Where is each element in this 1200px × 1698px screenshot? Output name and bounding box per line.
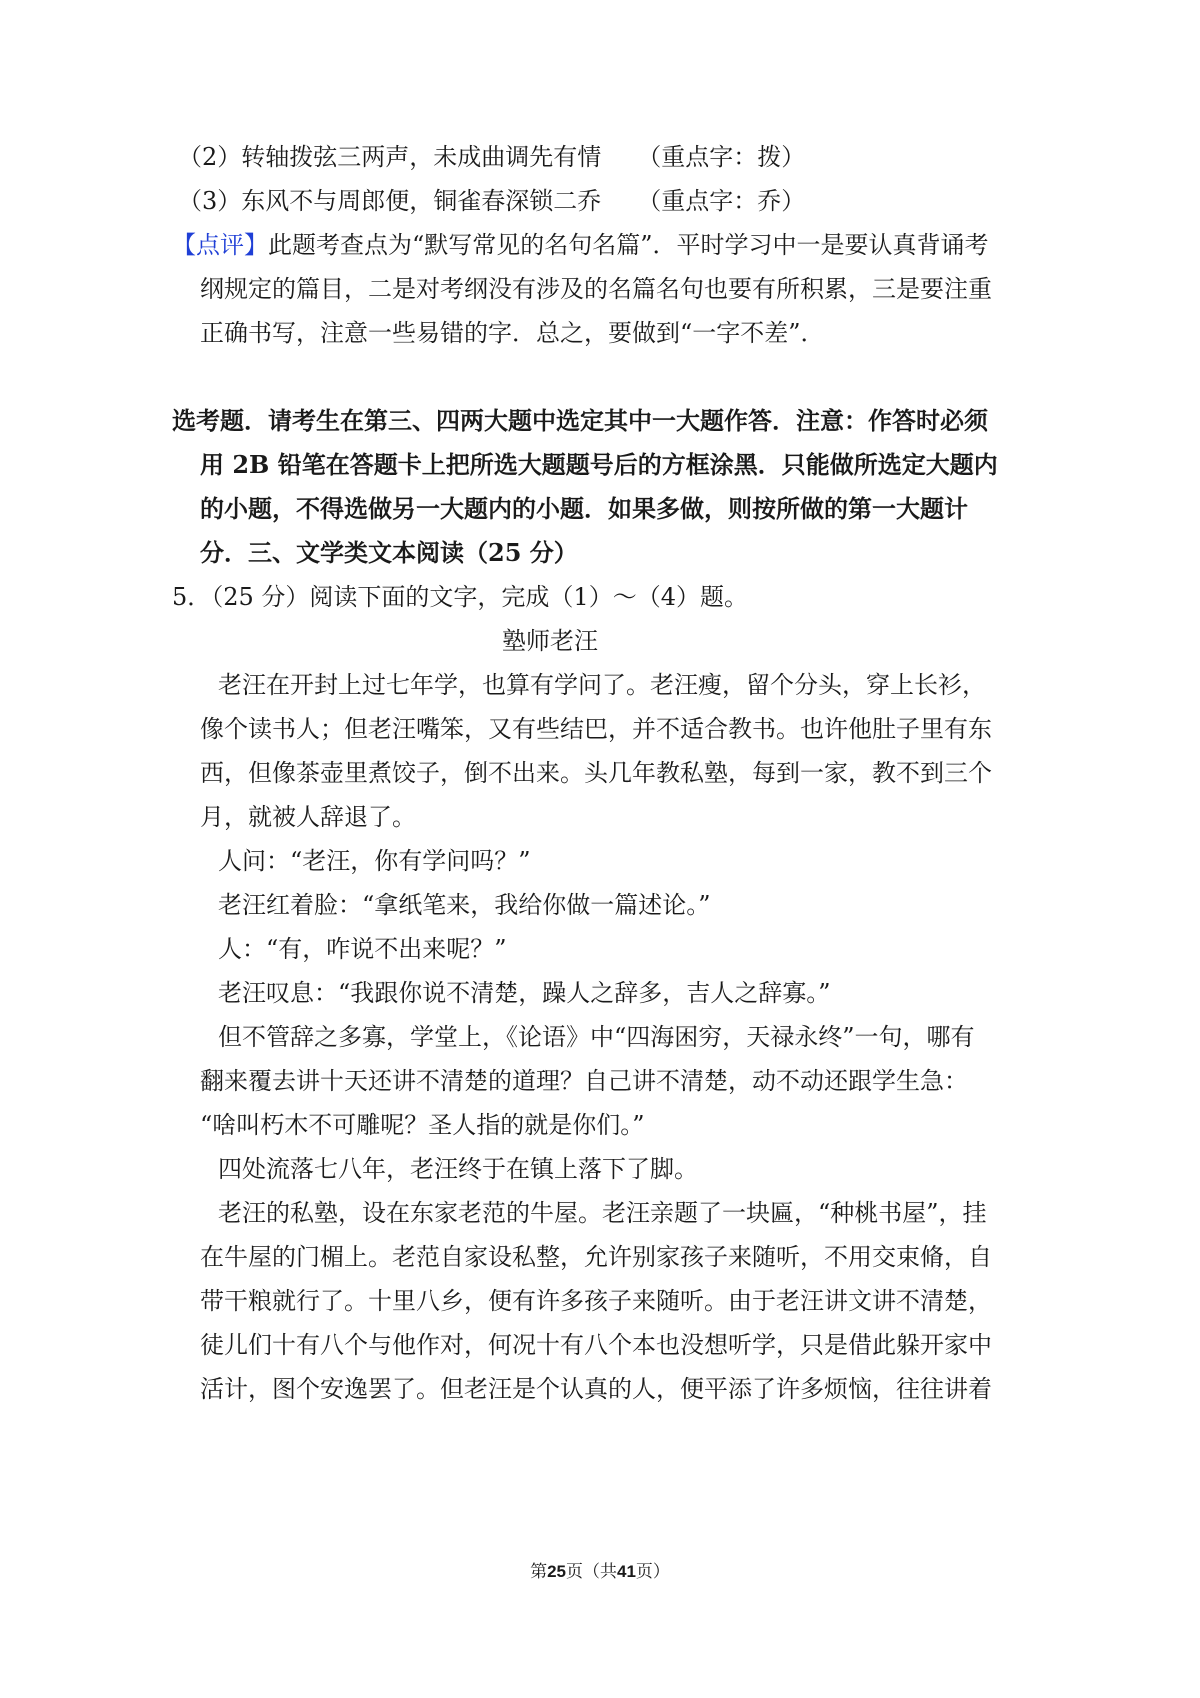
instruction-line-1: 选考题．请考生在第三、四两大题中选定其中一大题作答．注意：作答时必须 — [172, 406, 988, 435]
passage-line: 人问：“老汪，你有学问吗？” — [218, 847, 531, 875]
passage-line: 四处流落七八年，老汪终于在镇上落下了脚。 — [218, 1155, 698, 1183]
page-footer — [0, 1560, 1200, 1584]
passage-line: 老汪红着脸：“拿纸笔来，我给你做一篇述论。” — [218, 891, 711, 919]
footer-total-pages: 41 — [617, 1562, 636, 1581]
footer-prefix: 第 — [530, 1562, 548, 1582]
passage-line: 老汪在开封上过七年学，也算有学问了。老汪瘦，留个分头，穿上长衫， — [218, 671, 986, 699]
footer-suffix: 页） — [635, 1562, 670, 1582]
instruction-line-4: 分．三、文学类文本阅读（25 分） — [200, 538, 578, 567]
passage-line: 在牛屋的门楣上。老范自家设私整，允许别家孩子来随听，不用交束脩，自 — [200, 1243, 992, 1271]
passage-line: 老汪的私塾，设在东家老范的牛屋。老汪亲题了一块匾，“种桃书屋”，挂 — [218, 1199, 987, 1227]
passage-line: 活计，图个安逸罢了。但老汪是个认真的人，便平添了许多烦恼，往往讲着 — [200, 1375, 992, 1403]
comment-line-3: 正确书写，注意一些易错的字．总之，要做到“一字不差”． — [200, 319, 825, 347]
footer-page-number: 25 — [547, 1562, 566, 1581]
passage-line: “啥叫朽木不可雕呢？圣人指的就是你们。” — [200, 1111, 645, 1139]
passage-line: 带干粮就行了。十里八乡，便有许多孩子来随听。由于老汪讲文讲不清楚， — [200, 1287, 992, 1315]
passage-title: 塾师老汪 — [502, 627, 598, 655]
answer-line-3: （3）东风不与周郎便，铜雀春深锁二乔 （重点字：乔） — [178, 187, 806, 215]
comment-text-1: 此题考查点为“默写常见的名句名篇”．平时学习中一是要认真背诵考 — [268, 231, 989, 259]
passage-line: 但不管辞之多寡，学堂上，《论语》中“四海困穷，天禄永终”一句，哪有 — [218, 1023, 975, 1051]
footer-mid: 页（共 — [566, 1562, 617, 1582]
passage-line: 人：“有，咋说不出来呢？” — [218, 935, 507, 963]
passage-line: 像个读书人；但老汪嘴笨，又有些结巴，并不适合教书。也许他肚子里有东 — [200, 715, 992, 743]
instruction-line-3: 的小题，不得选做另一大题内的小题．如果多做，则按所做的第一大题计 — [200, 494, 968, 523]
passage-line: 老汪叹息：“我跟你说不清楚，躁人之辞多，吉人之辞寡。” — [218, 979, 831, 1007]
comment-line-1 — [172, 230, 989, 260]
question-stem: 5．（25 分）阅读下面的文字，完成（1）～（4）题。 — [172, 583, 748, 611]
comment-tag: 【点评】 — [172, 231, 268, 259]
passage-line: 翻来覆去讲十天还讲不清楚的道理？自己讲不清楚，动不动还跟学生急： — [200, 1067, 968, 1095]
instruction-line-2: 用 2B 铅笔在答题卡上把所选大题题号后的方框涂黑．只能做所选定大题内 — [200, 450, 998, 479]
passage-line: 西，但像茶壶里煮饺子，倒不出来。头几年教私塾，每到一家，教不到三个 — [200, 759, 992, 787]
comment-line-2: 纲规定的篇目，二是对考纲没有涉及的名篇名句也要有所积累，三是要注重 — [200, 275, 992, 303]
answer-line-2: （2）转轴拨弦三两声，未成曲调先有情 （重点字：拨） — [178, 143, 806, 171]
passage-line: 月，就被人辞退了。 — [200, 803, 416, 831]
passage-line: 徒儿们十有八个与他作对，何况十有八个本也没想听学，只是借此躲开家中 — [200, 1331, 992, 1359]
